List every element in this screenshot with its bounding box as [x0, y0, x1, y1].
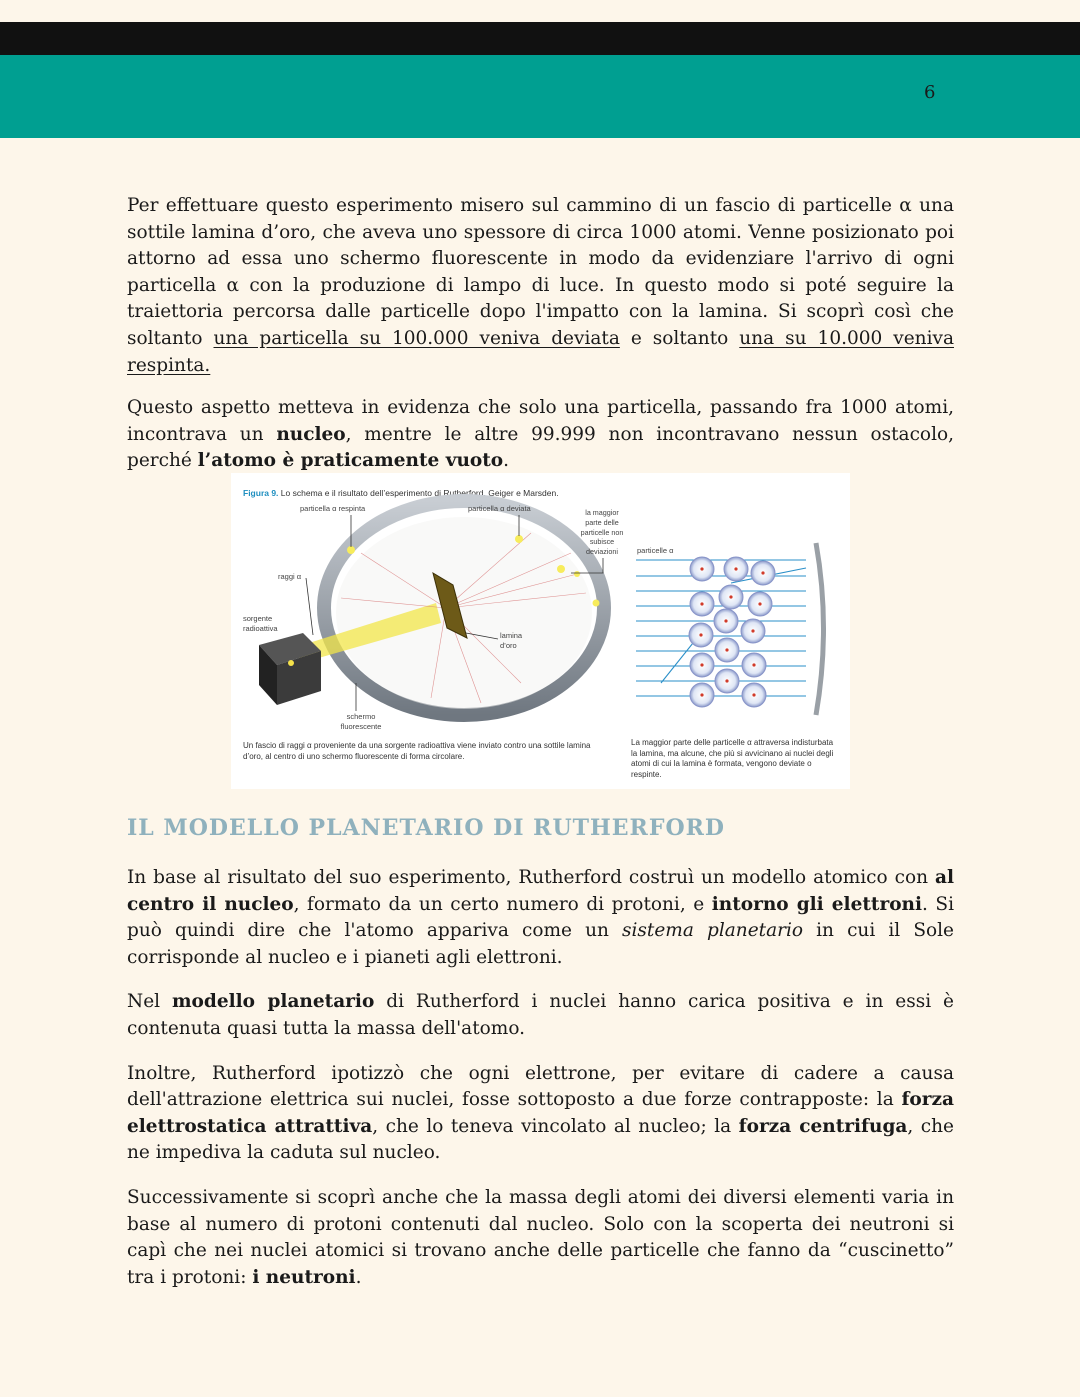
label-most-particles: la maggior parte delle particelle non subisce deviazioni [580, 508, 624, 557]
figure-bottom-left-caption: Un fascio di raggi α proveniente da una sorgente radioattiva viene inviato contro una sottile lamina d’oro, al centro di uno schermo fluorescente di forma circolare. [243, 741, 591, 761]
label-fluorescent-screen: schermo fluorescente [340, 712, 382, 731]
figure-bottom-right-caption: La maggior parte delle particelle α attraversa indisturbata la lamina, ma alcune, che più si avvicinano ai nuclei degli atomi di cui la lamina è formata, vengono deviate o respinte. [631, 738, 834, 779]
section-title: IL MODELLO PLANETARIO DI RUTHERFORD [127, 815, 725, 841]
figure-caption: Figura 9. Lo schema e il risultato dell’esperimento di Rutherford, Geiger e Marsden. [243, 488, 559, 498]
label-alpha-rejected: particella α respinta [300, 504, 366, 513]
label-alpha-deflected: particella α deviata [468, 504, 531, 513]
paragraph-neutrons: Successivamente si scoprì anche che la massa degli atomi dei diversi elementi varia in base al numero di protoni contenuti dal nucleo. Solo con la scoperta dei neutroni si capì che nei nuclei atomici si trovano anche delle particelle che fanno da “cuscinetto” tra i protoni: i neutroni. [127, 1186, 954, 1288]
paragraph-experiment: Per effettuare questo esperimento misero sul cammino di un fascio di particelle α una sottile lamina d’oro, che aveva uno spessore di circa 1000 atomi. Venne posizionato poi attorno ad essa uno schermo fluorescente in modo da evidenziare l'arrivo di ogni particella α con la produzione di lampo di luce. In questo modo si poté seguire la traiettoria percorsa dalle particelle dopo l'impatto con la lamina. Si scoprì così che soltanto una particella su 100.000 veniva deviata e soltanto una su 10.000 veniva respinta. [127, 195, 954, 376]
intro-text [127, 193, 954, 475]
paragraph-planetary: Nel modello planetario di Rutherford i nuclei hanno carica positiva e in essi è contenuta quasi tutta la massa dell'atomo. [127, 991, 955, 1039]
paragraph-empty-atom: Questo aspetto metteva in evidenza che solo una particella, passando fra 1000 atomi, incontrava un nucleo, mentre le altre 99.999 non incontravano nessun ostacolo, perché l’atomo è praticamente vuoto. [127, 397, 955, 472]
paragraph-forces: Inoltre, Rutherford ipotizzò che ogni elettrone, per evitare di cadere a causa dell'attrazione elettrica sui nuclei, fosse sottoposto a due forze contrapposte: la forza elettrostatica attrattiva, che lo teneva vincolato al nucleo; la forza centrifuga, che ne impediva la caduta sul nucleo. [127, 1062, 954, 1164]
label-radioactive-source: sorgente radioattiva [243, 614, 278, 633]
label-alpha-particles: particelle α [637, 546, 674, 555]
label-alpha-rays: raggi α [278, 572, 302, 581]
top-black-bar [0, 22, 1080, 55]
page-header [0, 55, 1080, 138]
paragraph-model: In base al risultato del suo esperimento, Rutherford costruì un modello atomico con al centro il nucleo, formato da un certo numero di protoni, e intorno gli elettroni. Si può quindi dire che l'atomo appariva come un sistema planetario in cui il Sole corrisponde al nucleo e i pianeti agli elettroni. [127, 867, 955, 968]
section-text [127, 865, 954, 1309]
label-gold-foil: lamina d’oro [500, 631, 523, 650]
page-number: 6 [924, 82, 936, 103]
figure-rutherford-experiment [231, 473, 850, 789]
